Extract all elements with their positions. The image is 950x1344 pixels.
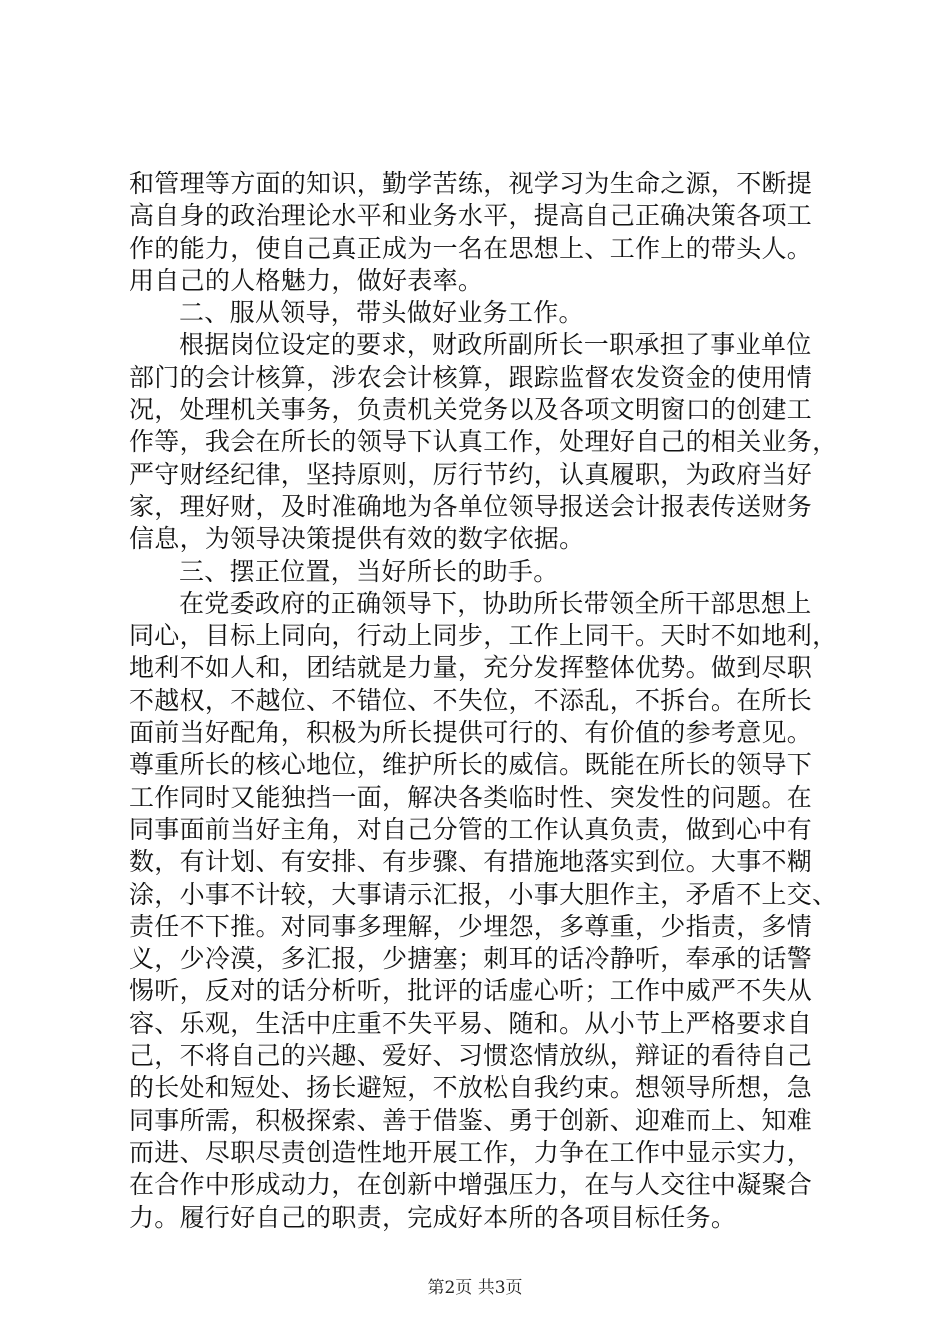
paragraph-start-line: 根据岗位设定的要求，财政所副所长一职承担了事业单位 xyxy=(179,330,812,360)
text-line: 己，不将自己的兴趣、爱好、习惯恣情放纵，辩证的看待自己 xyxy=(129,1041,813,1071)
text-line: 而进、尽职尽责创造性地开展工作，力争在工作中显示实力， xyxy=(129,1137,813,1167)
text-line: 数，有计划、有安排、有步骤、有措施地落实到位。大事不糊 xyxy=(129,847,813,877)
text-line: 涂，小事不计较，大事请示汇报，小事大胆作主，矛盾不上交、 xyxy=(129,879,838,909)
document-body xyxy=(129,168,837,1234)
text-line: 况，处理机关事务，负责机关党务以及各项文明窗口的创建工 xyxy=(129,395,813,425)
text-line: 容、乐观，生活中庄重不失平易、随和。从小节上严格要求自 xyxy=(129,1008,813,1038)
text-line: 力。履行好自己的职责，完成好本所的各项目标任务。 xyxy=(129,1202,737,1232)
text-line: 作等，我会在所长的领导下认真工作，处理好自己的相关业务， xyxy=(129,427,838,457)
text-line: 的长处和短处、扬长避短，不放松自我约束。想领导所想，急 xyxy=(129,1073,813,1103)
text-line: 面前当好配角，积极为所长提供可行的、有价值的参考意见。 xyxy=(129,718,813,748)
text-line: 同事所需，积极探索、善于借鉴、勇于创新、迎难而上、知难 xyxy=(129,1105,813,1135)
text-line: 部门的会计核算，涉农会计核算，跟踪监督农发资金的使用情 xyxy=(129,362,813,392)
text-line: 尊重所长的核心地位，维护所长的威信。既能在所长的领导下 xyxy=(129,750,813,780)
text-line: 义，少冷漠，多汇报，少搪塞；刺耳的话冷静听，奉承的话警 xyxy=(129,944,813,974)
text-line: 同心，目标上同向，行动上同步，工作上同干。天时不如地利， xyxy=(129,621,838,651)
text-line: 责任不下推。对同事多理解，少埋怨，多尊重，少指责，多情 xyxy=(129,911,813,941)
text-line: 地利不如人和，团结就是力量，充分发挥整体优势。做到尽职 xyxy=(129,653,813,683)
text-line: 在合作中形成动力，在创新中增强压力，在与人交往中凝聚合 xyxy=(129,1170,813,1200)
text-line: 工作同时又能独挡一面，解决各类临时性、突发性的问题。在 xyxy=(129,782,813,812)
text-line: 家，理好财，及时准确地为各单位领导报送会计报表传送财务 xyxy=(129,491,813,521)
text-line: 作的能力，使自己真正成为一名在思想上、工作上的带头人。 xyxy=(129,233,813,263)
text-line: 不越权，不越位、不错位、不失位，不添乱，不拆台。在所长 xyxy=(129,685,813,715)
text-line: 信息，为领导决策提供有效的数字依据。 xyxy=(129,524,585,554)
paragraph-start-line: 在党委政府的正确领导下，协助所长带领全所干部思想上 xyxy=(179,588,812,618)
text-line: 高自身的政治理论水平和业务水平，提高自己正确决策各项工 xyxy=(129,201,813,231)
text-line: 用自己的人格魅力，做好表率。 xyxy=(129,265,484,295)
section-heading: 三、摆正位置，当好所长的助手。 xyxy=(179,556,559,586)
page-number-footer: 第2页 共3页 xyxy=(427,1278,523,1298)
section-heading: 二、服从领导，带头做好业务工作。 xyxy=(179,298,584,328)
text-line: 惕听，反对的话分析听，批评的话虚心听；工作中威严不失从 xyxy=(129,976,813,1006)
text-line: 严守财经纪律，坚持原则，厉行节约，认真履职，为政府当好 xyxy=(129,459,813,489)
text-line: 同事面前当好主角，对自己分管的工作认真负责，做到心中有 xyxy=(129,814,813,844)
text-line: 和管理等方面的知识，勤学苦练，视学习为生命之源，不断提 xyxy=(129,169,813,198)
